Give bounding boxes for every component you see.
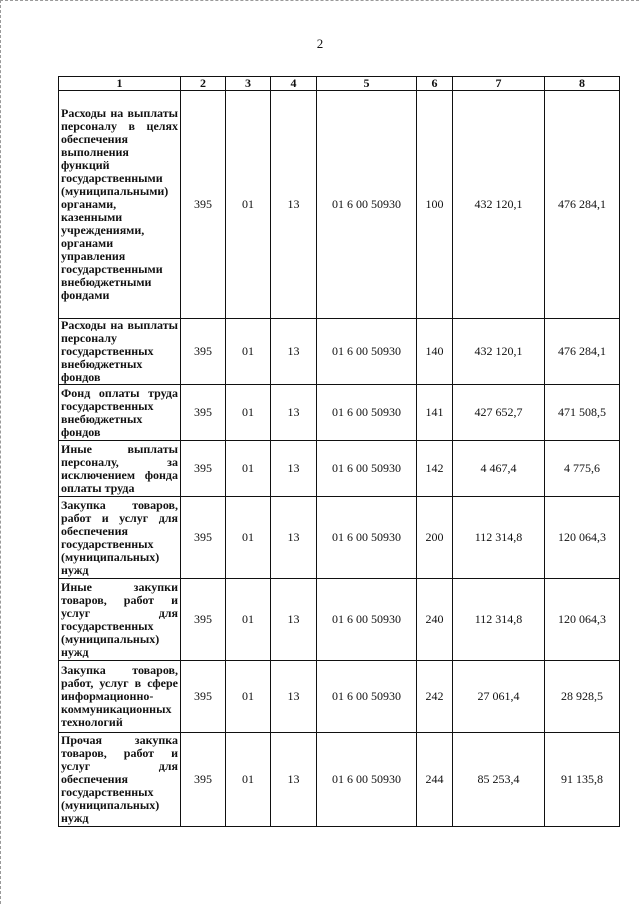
cell-csr: 01 6 00 50930	[317, 441, 417, 497]
cell-vr: 244	[417, 733, 453, 827]
cell-sum2: 476 284,1	[545, 319, 620, 385]
row-description: Прочая закупка товаров, работ и услуг для обеспечения государственных (муниципальных) нужд	[59, 733, 181, 827]
cell-vr: 141	[417, 385, 453, 441]
cell-pr: 13	[271, 661, 317, 733]
cell-gr: 395	[181, 579, 226, 661]
cell-rz: 01	[226, 733, 271, 827]
row-description: Расходы на выплаты персоналу в целях обеспечения выполнения функций государственными (муниципальными) органами, казенными учреждениями, органами управления государственными внебюджетными фондами	[59, 91, 181, 319]
row-description: Иные закупки товаров, работ и услуг для государственных (муниципальных) нужд	[59, 579, 181, 661]
cell-csr: 01 6 00 50930	[317, 91, 417, 319]
cell-rz: 01	[226, 579, 271, 661]
cell-gr: 395	[181, 91, 226, 319]
table-row	[59, 733, 620, 827]
cell-pr: 13	[271, 319, 317, 385]
cell-sum2: 120 064,3	[545, 579, 620, 661]
table-row	[59, 441, 620, 497]
table-row	[59, 579, 620, 661]
cell-csr: 01 6 00 50930	[317, 733, 417, 827]
column-header: 1	[59, 77, 181, 91]
table-row	[59, 319, 620, 385]
table-row	[59, 385, 620, 441]
cell-rz: 01	[226, 319, 271, 385]
cell-sum2: 28 928,5	[545, 661, 620, 733]
column-header: 6	[417, 77, 453, 91]
column-header: 7	[453, 77, 545, 91]
cell-sum1: 112 314,8	[453, 497, 545, 579]
cell-sum2: 471 508,5	[545, 385, 620, 441]
column-header: 2	[181, 77, 226, 91]
cell-sum2: 476 284,1	[545, 91, 620, 319]
row-description: Закупка товаров, работ и услуг для обеспечения государственных (муниципальных) нужд	[59, 497, 181, 579]
column-header: 8	[545, 77, 620, 91]
table-header-row	[59, 77, 620, 91]
cell-gr: 395	[181, 733, 226, 827]
table-row	[59, 497, 620, 579]
cell-sum2: 4 775,6	[545, 441, 620, 497]
cell-pr: 13	[271, 385, 317, 441]
cell-csr: 01 6 00 50930	[317, 497, 417, 579]
cell-gr: 395	[181, 441, 226, 497]
cell-pr: 13	[271, 441, 317, 497]
cell-rz: 01	[226, 661, 271, 733]
cell-rz: 01	[226, 441, 271, 497]
cell-sum1: 85 253,4	[453, 733, 545, 827]
cell-pr: 13	[271, 733, 317, 827]
cell-sum1: 427 652,7	[453, 385, 545, 441]
cell-csr: 01 6 00 50930	[317, 661, 417, 733]
cell-vr: 200	[417, 497, 453, 579]
cell-gr: 395	[181, 497, 226, 579]
cell-pr: 13	[271, 497, 317, 579]
cell-sum2: 120 064,3	[545, 497, 620, 579]
cell-pr: 13	[271, 579, 317, 661]
cell-csr: 01 6 00 50930	[317, 319, 417, 385]
cell-sum1: 432 120,1	[453, 319, 545, 385]
cell-gr: 395	[181, 661, 226, 733]
budget-table	[58, 76, 620, 827]
column-header: 3	[226, 77, 271, 91]
cell-vr: 140	[417, 319, 453, 385]
page-number: 2	[316, 36, 324, 51]
cell-rz: 01	[226, 385, 271, 441]
cell-rz: 01	[226, 91, 271, 319]
cell-csr: 01 6 00 50930	[317, 579, 417, 661]
cell-sum1: 4 467,4	[453, 441, 545, 497]
cell-sum2: 91 135,8	[545, 733, 620, 827]
column-header: 4	[271, 77, 317, 91]
column-header: 5	[317, 77, 417, 91]
cell-vr: 142	[417, 441, 453, 497]
cell-pr: 13	[271, 91, 317, 319]
cell-csr: 01 6 00 50930	[317, 385, 417, 441]
cell-sum1: 27 061,4	[453, 661, 545, 733]
cell-gr: 395	[181, 319, 226, 385]
cell-sum1: 112 314,8	[453, 579, 545, 661]
table-row	[59, 661, 620, 733]
row-description: Фонд оплаты труда государственных внебюджетных фондов	[59, 385, 181, 441]
row-description: Иные выплаты персоналу, за исключением фонда оплаты труда	[59, 441, 181, 497]
cell-gr: 395	[181, 385, 226, 441]
cell-vr: 240	[417, 579, 453, 661]
cell-vr: 242	[417, 661, 453, 733]
cell-sum1: 432 120,1	[453, 91, 545, 319]
cell-vr: 100	[417, 91, 453, 319]
row-description: Расходы на выплаты персоналу государственных внебюджетных фондов	[59, 319, 181, 385]
row-description: Закупка товаров, работ, услуг в сфере информационно-коммуникационных технологий	[59, 661, 181, 733]
table-row	[59, 91, 620, 319]
cell-rz: 01	[226, 497, 271, 579]
